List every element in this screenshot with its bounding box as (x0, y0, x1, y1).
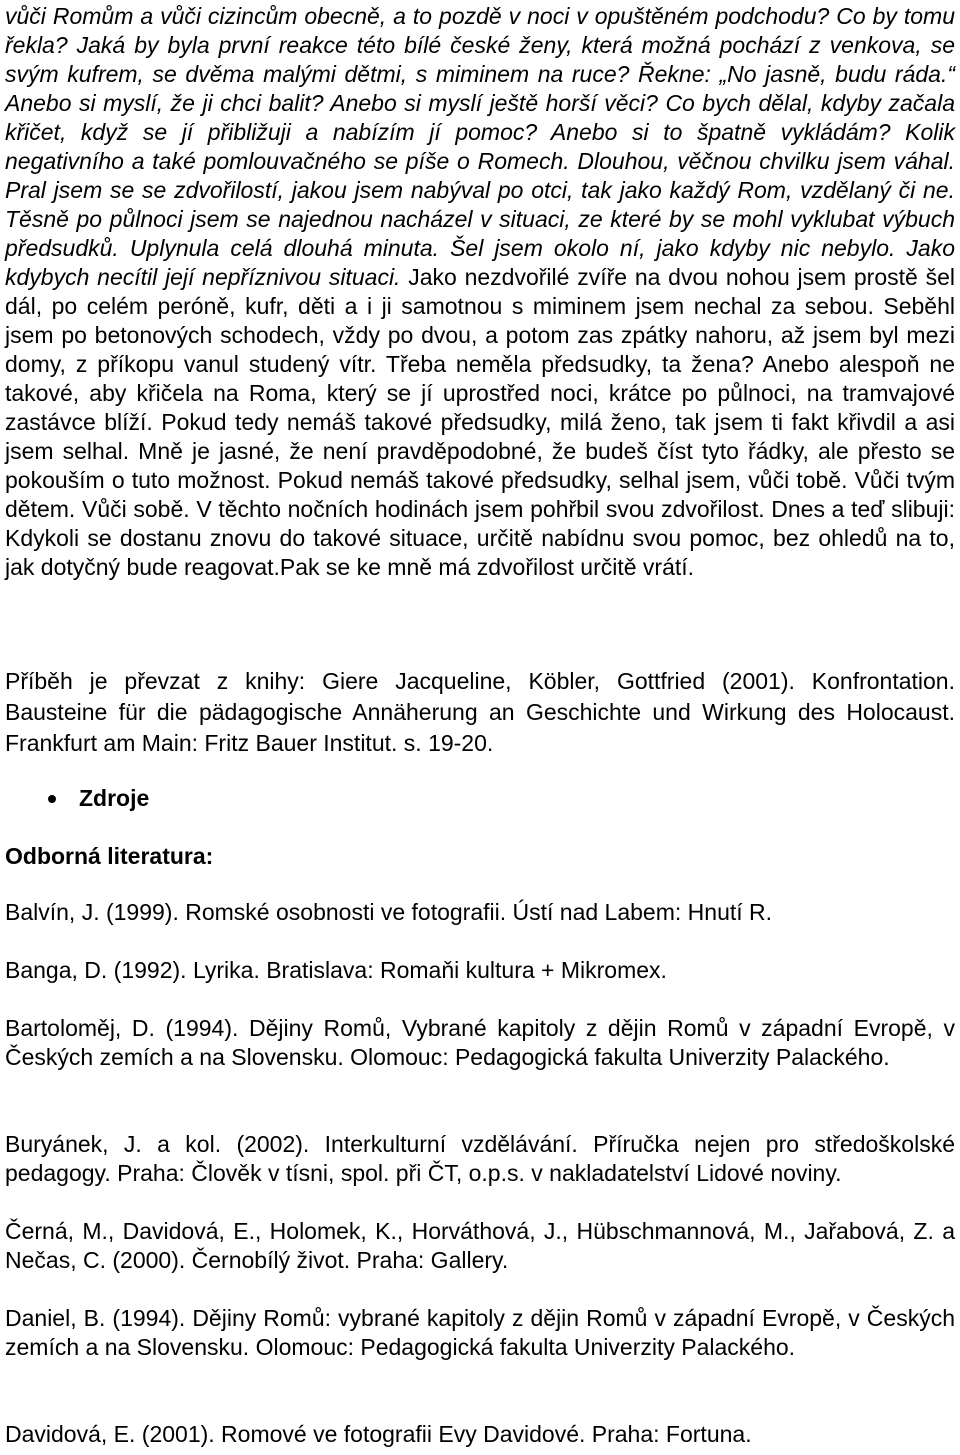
reference-item: Banga, D. (1992). Lyrika. Bratislava: Romaňi kultura + Mikromex. (5, 957, 667, 983)
section-heading-text: Zdroje (79, 785, 150, 811)
story-regular-text: Jako nezdvořilé zvíře na dvou nohou jsem prostě šel dál, po celém peróně, kufr, děti a i ji samotnou s miminem jsem nechal za sebou. Seběhl jsem po betonových schodech, vždy po dvou, a potom zas zpátky nahoru, až jsem byl mezi domy, z příkopu vanul studený vítr. Třeba neměla předsudky, ta žena? Anebo alespoň ne takové, aby křičela na Roma, který se jí uprostřed noci, krátce po půlnoci, na tramvajové zastávce blíží. Pokud tedy nemáš takové předsudky, milá ženo, tak jsem ti fakt křivdil a asi jsem selhal. Mně je jasné, že není pravděpodobné, že budeš číst tyto řádky, ale přesto se pokouším o tuto možnost. Pokud nemáš takové předsudky, selhal jsem, vůči tobě. Vůči tvým dětem. Vůči sobě. V těchto nočních hodinách jsem pohřbil svou zdvořilost. Dnes a teď slibuji: Kdykoli se dostanu znovu do takové situace, určitě nabídnu svou pomoc, bez ohledů na to, jak dotyčný bude reagovat.Pak se ke mně má zdvořilost určitě vrátí. (5, 264, 955, 580)
story-excerpt (5, 2, 955, 582)
reference-item: Davidová, E. (2001). Romové ve fotografii Evy Davidové. Praha: Fortuna. (5, 1421, 752, 1447)
bullet-icon (48, 795, 56, 803)
reference-item: Balvín, J. (1999). Romské osobnosti ve fotografii. Ústí nad Labem: Hnutí R. (5, 899, 773, 925)
reference-item: Černá, M., Davidová, E., Holomek, K., Horváthová, J., Hübschmannová, M., Jařabová, Z. a Nečas, C. (2000). Černobílý život. Praha: Gallery. (5, 1218, 955, 1273)
reference-item: Daniel, B. (1994). Dějiny Romů: vybrané kapitoly z dějin Romů v západní Evropě, v Českých zemích a na Slovensku. Olomouc: Pedagogická fakulta Univerzity Palackého. (5, 1305, 955, 1360)
subsection-heading: Odborná literatura: (5, 843, 214, 869)
story-paragraph (5, 2, 955, 582)
reference-item: Buryánek, J. a kol. (2002). Interkulturní vzdělávání. Příručka nejen pro středoškolské pedagogy. Praha: Člověk v tísni, spol. při ČT, o.p.s. v nakladatelství Lidové noviny. (5, 1131, 955, 1186)
reference-item: Bartoloměj, D. (1994). Dějiny Romů, Vybrané kapitoly z dějin Romů v západní Evropě, v Českých zemích a na Slovensku. Olomouc: Pedagogická fakulta Univerzity Palackého. (5, 1015, 955, 1070)
source-note: Příběh je převzat z knihy: Giere Jacqueline, Köbler, Gottfried (2001). Konfrontation. Bausteine für die pädagogische Annäherung an Geschichte und Wirkung des Holocaust. Frankfurt am Main: Fritz Bauer Institut. s. 19-20. (5, 668, 955, 756)
story-italic-text: vůči Romům a vůči cizincům obecně, a to pozdě v noci v opuštěném podchodu? Co by tomu řekla? Jaká by byla první reakce této bílé české ženy, která možná pochází z venkova, se svým kufrem, se dvěma malými dětmi, s miminem na ruce? Řekne: „No jasně, budu ráda.“ Anebo si myslí, že ji chci balit? Anebo si myslí ještě horší věci? Co bych dělal, kdyby začala křičet, když se jí přibližuji a nabízím jí pomoc? Anebo si to špatně vykládám? Kolik negativního a také pomlouvačného se píše o Romech. Dlouhou, věčnou chvilku jsem váhal. Pral jsem se se zdvořilostí, jakou jsem nabýval po otci, tak jako každý Rom, vzdělaný či ne. Těsně po půlnoci jsem se najednou nacházel v situaci, ze které by se mohl vyklubat výbuch předsudků. Uplynula celá dlouhá minuta. Šel jsem okolo ní, jako kdyby nic nebylo. Jako kdybych necítil její nepříznivou situaci. (5, 3, 955, 290)
